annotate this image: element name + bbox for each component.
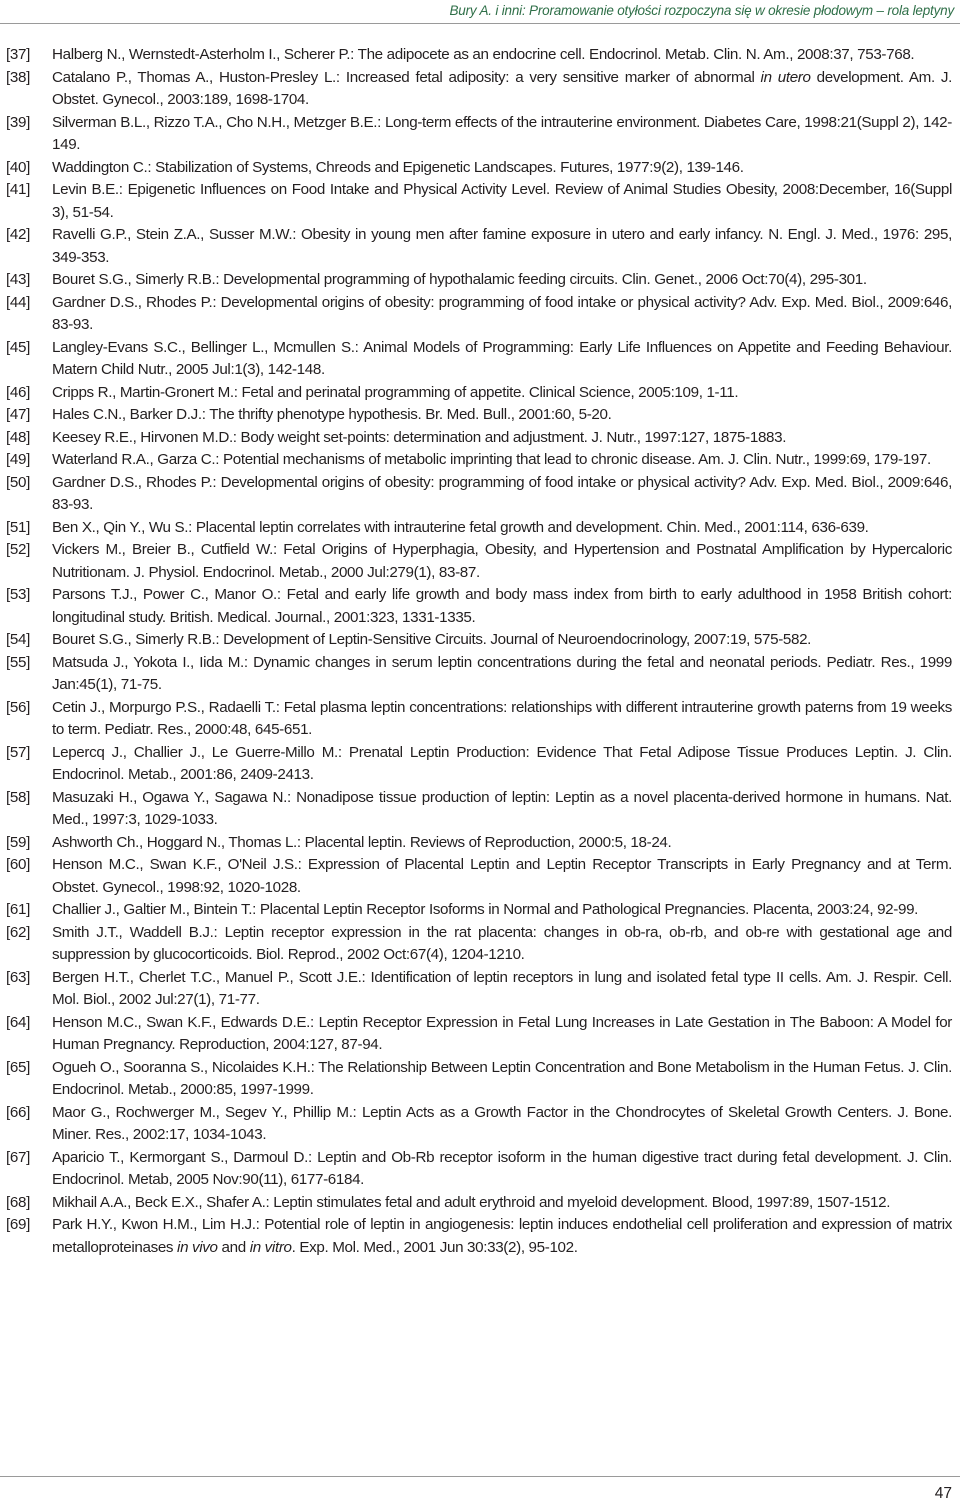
reference-number: [54] <box>6 631 30 648</box>
reference-italic-text: in vivo <box>177 1238 218 1256</box>
reference-item <box>6 539 952 584</box>
reference-text: Matsuda J., Yokota I., Iida M.: Dynamic changes in serum leptin concentrations during the fetal and neonatal periods. Pediatr. Res., 1999 Jan:45(1), 71-75. <box>52 653 952 693</box>
reference-text: Langley-Evans S.C., Bellinger L., Mcmullen S.: Animal Models of Programming: Early Life Influences on Appetite and Feeding Behaviour. Matern Child Nutr., 2005 Jul:1(3), 142-148. <box>52 338 952 378</box>
reference-italic-text: in vitro <box>249 1238 292 1256</box>
reference-number: [43] <box>6 271 30 288</box>
footer-divider <box>0 1476 960 1477</box>
reference-item <box>6 404 952 427</box>
reference-item <box>6 787 952 832</box>
reference-item <box>6 179 952 224</box>
reference-number: [52] <box>6 541 30 558</box>
reference-number: [63] <box>6 968 30 986</box>
reference-text: Gardner D.S., Rhodes P.: Developmental origins of obesity: programming of food intake or physical activity? Adv. Exp. Med. Biol., 2009:646, 83-93. <box>52 473 952 513</box>
reference-item <box>6 899 952 922</box>
reference-item <box>6 44 952 67</box>
reference-item <box>6 854 952 899</box>
reference-item <box>6 472 952 517</box>
reference-item <box>6 697 952 742</box>
reference-number: [65] <box>6 1058 30 1076</box>
reference-text: Maor G., Rochwerger M., Segev Y., Phillip M.: Leptin Acts as a Growth Factor in the Chondrocytes of Skeletal Growth Centers. J. Bone. Miner. Res., 2002:17, 1034-1043. <box>52 1103 952 1143</box>
page-number: 47 <box>934 1485 952 1502</box>
reference-item <box>6 629 952 652</box>
reference-item <box>6 449 952 472</box>
reference-number: [44] <box>6 293 30 311</box>
reference-number: [56] <box>6 698 30 716</box>
reference-number: [50] <box>6 473 30 491</box>
reference-item <box>6 112 952 157</box>
reference-number: [60] <box>6 856 30 873</box>
reference-number: [64] <box>6 1013 30 1031</box>
reference-number: [61] <box>6 901 30 918</box>
header-divider <box>0 23 960 24</box>
reference-number: [47] <box>6 406 30 423</box>
reference-number: [62] <box>6 923 30 941</box>
reference-number: [69] <box>6 1216 30 1233</box>
reference-text: and <box>217 1238 250 1256</box>
reference-text: Bergen H.T., Cherlet T.C., Manuel P., Scott J.E.: Identification of leptin receptors in lung and isolated fetal type II cells. Am. J. Respir. Cell. Mol. Biol., 2002 Jul:27(1), 71-77. <box>52 968 952 1008</box>
reference-number: [45] <box>6 338 30 356</box>
reference-text: Halberg N., Wernstedt-Asterholm I., Scherer P.: The adipocete as an endocrine cell. Endocrinol. Metab. Clin. N. Am., 2008:37, 753-768. <box>52 46 915 63</box>
reference-text: development. Am. J. Obstet. Gynecol., 2003:189, 1698-1704. <box>52 68 953 108</box>
reference-item <box>6 67 952 112</box>
reference-text: Smith J.T., Waddell B.J.: Leptin receptor expression in the rat placenta: changes in ob-ra, ob-rb, and ob-re with gestational age and suppression by glucocorticoids. Biol. Reprod., 2002 Oct:67(4), 1204-1210. <box>52 923 952 963</box>
reference-item <box>6 157 952 180</box>
reference-item <box>6 269 952 292</box>
reference-text: Keesey R.E., Hirvonen M.D.: Body weight set-points: determination and adjustment. J. Nutr., 1997:127, 1875-1883. <box>52 428 787 446</box>
reference-text: Aparicio T., Kermorgant S., Darmoul D.: Leptin and Ob-Rb receptor isoform in the human digestive tract during fetal development. J. Clin. Endocrinol. Metab, 2005 Nov:90(11), 6177-6184. <box>52 1148 952 1188</box>
reference-item <box>6 742 952 787</box>
reference-text: Ogueh O., Sooranna S., Nicolaides K.H.: The Relationship Between Leptin Concentration and Bone Metabolism in the Human Fetus. J. Clin. Endocrinol. Metab., 2000:85, 1997-1999. <box>52 1058 952 1098</box>
reference-item <box>6 967 952 1012</box>
reference-italic-text: in utero <box>760 68 811 86</box>
reference-text: Henson M.C., Swan K.F., O'Neil J.S.: Expression of Placental Leptin and Leptin Receptor Transcripts in Early Pregnancy and at Term. Obstet. Gynecol., 1998:92, 1020-1028. <box>52 856 952 896</box>
reference-number: [68] <box>6 1193 30 1211</box>
reference-item <box>6 1192 952 1215</box>
reference-text: Ravelli G.P., Stein Z.A., Susser M.W.: Obesity in young men after famine exposure in utero and early infancy. N. Engl. J. Med., 1976: 295, 349-353. <box>52 226 952 266</box>
reference-text: Levin B.E.: Epigenetic Influences on Food Intake and Physical Activity Level. Review of Animal Studies Obesity, 2008:December, 16(Suppl 3), 51-54. <box>52 181 952 221</box>
reference-item <box>6 1102 952 1147</box>
reference-text: Park H.Y., Kwon H.M., Lim H.J.: Potential role of leptin in angiogenesis: leptin induces endothelial cell proliferation and expression of matrix metalloproteinases <box>52 1216 952 1256</box>
reference-text: Gardner D.S., Rhodes P.: Developmental origins of obesity: programming of food intake or physical activity? Adv. Exp. Med. Biol., 2009:646, 83-93. <box>52 293 952 333</box>
reference-number: [41] <box>6 181 30 198</box>
reference-text: Hales C.N., Barker D.J.: The thrifty phenotype hypothesis. Br. Med. Bull., 2001:60, 5-20. <box>52 406 612 423</box>
reference-item <box>6 224 952 269</box>
reference-text: Bouret S.G., Simerly R.B.: Development of Leptin-Sensitive Circuits. Journal of Neuroendocrinology, 2007:19, 575-582. <box>52 631 812 648</box>
reference-item <box>6 292 952 337</box>
reference-number: [40] <box>6 158 30 176</box>
reference-text: Bouret S.G., Simerly R.B.: Developmental programming of hypothalamic feeding circuits. Clin. Genet., 2006 Oct:70(4), 295-301. <box>52 271 867 288</box>
reference-item <box>6 382 952 405</box>
reference-text: Mikhail A.A., Beck E.X., Shafer A.: Leptin stimulates fetal and adult erythroid and myeloid development. Blood, 1997:89, 1507-1512. <box>52 1193 891 1211</box>
reference-text: Cetin J., Morpurgo P.S., Radaelli T.: Fetal plasma leptin concentrations: relationships with different intrauterine growth paterns from 19 weeks to term. Pediatr. Res., 2000:48, 645-651. <box>52 698 952 738</box>
reference-text: Cripps R., Martin-Gronert M.: Fetal and perinatal programming of appetite. Clinical Science, 2005:109, 1-11. <box>52 383 739 401</box>
reference-number: [53] <box>6 586 30 603</box>
reference-item <box>6 584 952 629</box>
reference-text: Waddington C.: Stabilization of Systems, Chreods and Epigenetic Landscapes. Futures, 1977:9(2), 139-146. <box>52 158 744 176</box>
reference-item <box>6 1147 952 1192</box>
reference-item <box>6 517 952 540</box>
reference-number: [42] <box>6 226 30 243</box>
reference-number: [59] <box>6 833 30 851</box>
reference-item <box>6 1057 952 1102</box>
reference-number: [38] <box>6 68 30 86</box>
reference-text: Silverman B.L., Rizzo T.A., Cho N.H., Metzger B.E.: Long-term effects of the intrauterine environment. Diabetes Care, 1998:21(Suppl 2), 142-149. <box>52 113 952 153</box>
reference-text: Waterland R.A., Garza C.: Potential mechanisms of metabolic imprinting that lead to chronic disease. Am. J. Clin. Nutr., 1999:69, 179-197. <box>52 451 931 468</box>
reference-number: [55] <box>6 653 30 671</box>
reference-number: [37] <box>6 46 30 63</box>
reference-text: Catalano P., Thomas A., Huston-Presley L.: Increased fetal adiposity: a very sensitive marker of abnormal <box>52 68 761 86</box>
running-header: Bury A. i inni: Proramowanie otyłości rozpoczyna się w okresie płodowym – rola leptyny <box>449 3 954 18</box>
reference-text: Ashworth Ch., Hoggard N., Thomas L.: Placental leptin. Reviews of Reproduction, 2000:5, 18-24. <box>52 833 672 851</box>
reference-text: Ben X., Qin Y., Wu S.: Placental leptin correlates with intrauterine fetal growth and development. Chin. Med., 2001:114, 636-639. <box>52 518 869 536</box>
reference-number: [66] <box>6 1103 30 1121</box>
reference-list <box>6 44 952 1259</box>
reference-item <box>6 652 952 697</box>
reference-number: [51] <box>6 518 30 536</box>
reference-text: Challier J., Galtier M., Bintein T.: Placental Leptin Receptor Isoforms in Normal and Pathological Pregnancies. Placenta, 2003:24, 92-99. <box>52 901 919 918</box>
reference-text: Henson M.C., Swan K.F., Edwards D.E.: Leptin Receptor Expression in Fetal Lung Increases in Late Gestation in The Baboon: A Model for Human Pregnancy. Reproduction, 2004:127, 87-94. <box>52 1013 952 1053</box>
reference-text: Parsons T.J., Power C., Manor O.: Fetal and early life growth and body mass index from birth to early adulthood in 1958 British cohort: longitudinal study. British. Medical. Journal., 2001:323, 1331-1335. <box>52 586 952 626</box>
reference-number: [49] <box>6 451 30 468</box>
reference-text: Vickers M., Breier B., Cutfield W.: Fetal Origins of Hyperphagia, Obesity, and Hypertension and Postnatal Amplification by Hypercaloric Nutritionam. J. Physiol. Endocrinol. Metab., 2000 Jul:279(1), 83-87. <box>52 541 952 581</box>
reference-item <box>6 427 952 450</box>
reference-text: . Exp. Mol. Med., 2001 Jun 30:33(2), 95-102. <box>291 1238 578 1256</box>
reference-item <box>6 1012 952 1057</box>
reference-item <box>6 337 952 382</box>
reference-text: Masuzaki H., Ogawa Y., Sagawa N.: Nonadipose tissue production of leptin: Leptin as a novel placenta-derived hormone in humans. Nat. Med., 1997:3, 1029-1033. <box>52 788 952 828</box>
reference-number: [58] <box>6 788 30 806</box>
reference-item <box>6 1214 952 1259</box>
reference-number: [67] <box>6 1148 30 1166</box>
reference-number: [46] <box>6 383 30 401</box>
reference-number: [57] <box>6 743 30 761</box>
reference-text: Lepercq J., Challier J., Le Guerre-Millo M.: Prenatal Leptin Production: Evidence That Fetal Adipose Tissue Produces Leptin. J. Clin. Endocrinol. Metab., 2001:86, 2409-2413. <box>52 743 952 783</box>
reference-item <box>6 832 952 855</box>
reference-item <box>6 922 952 967</box>
reference-number: [39] <box>6 113 30 131</box>
reference-number: [48] <box>6 428 30 446</box>
